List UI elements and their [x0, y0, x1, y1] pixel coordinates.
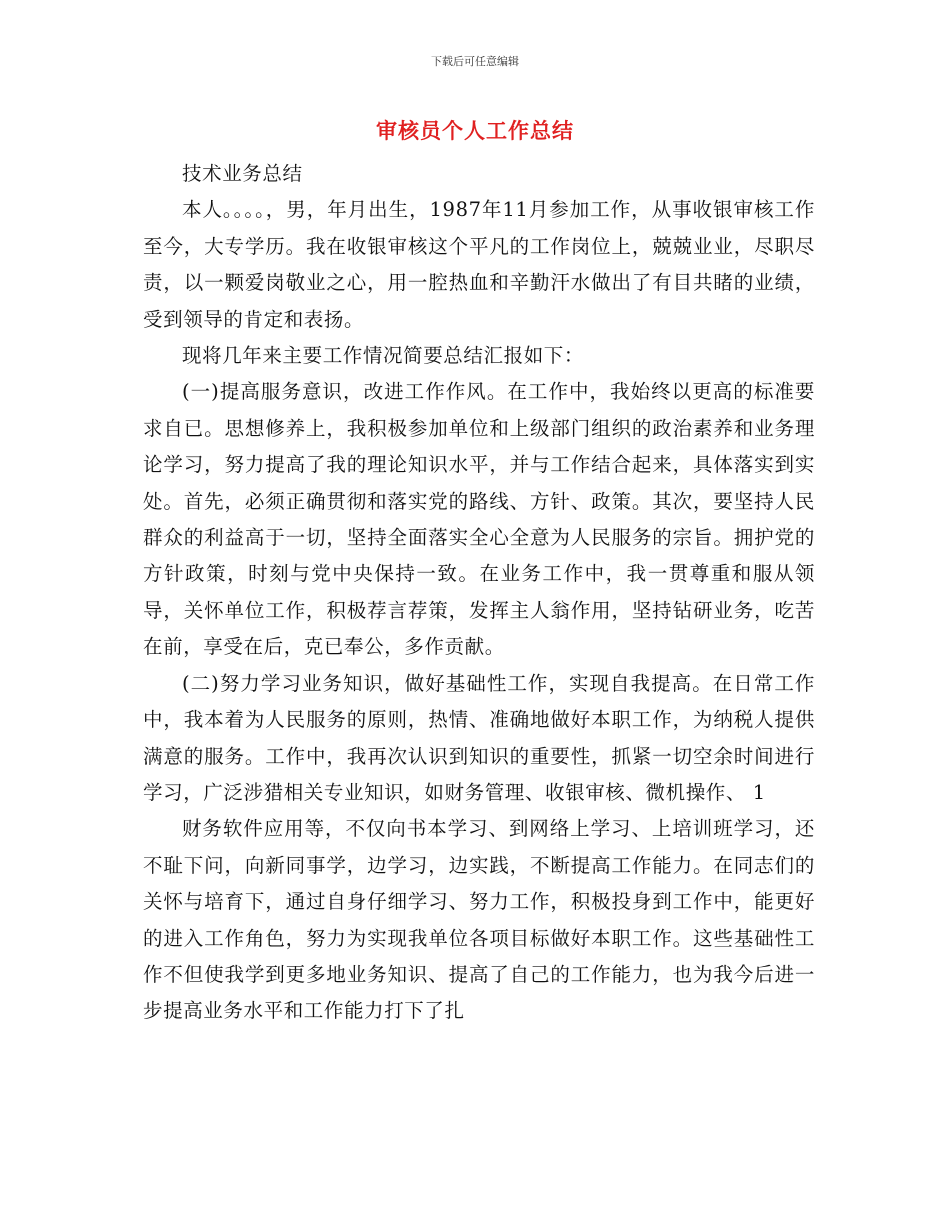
paragraph: 现将几年来主要工作情况简要总结汇报如下：: [182, 344, 585, 368]
document-title: 审核员个人工作总结: [376, 119, 574, 143]
document-body: [143, 156, 815, 1030]
paragraph: 技术业务总结: [182, 162, 303, 185]
paragraph: 财务软件应用等，不仅向书本学习、到网络上学习、上培训班学习，还不耻下问，向新同事学，边学习，边实践，不断提高工作能力。在同志们的关怀与培育下，通过自身仔细学习、努力工作，积极投身到工作中，能更好的进入工作角色，努力为实现我单位各项目标做好本职工作。这些基础性工作不但使我学到更多地业务知识、提高了自己的工作能力，也为我今后进一步提高业务水平和工作能力打下了扎: [143, 817, 815, 1023]
paragraph: 本人。。。。，男，年月出生，1987年11月参加工作，从事收银审核工作至今，大专学历。我在收银审核这个平凡的工作岗位上，兢兢业业，尽职尽责，以一颗爱岗敬业之心，用一腔热血和辛勤汗水做出了有目共睹的业绩，受到领导的肯定和表扬。: [143, 198, 815, 331]
header-note: 下载后可任意编辑: [431, 55, 519, 68]
paragraph: (一)提高服务意识，改进工作作风。在工作中，我始终以更高的标准要求自已。思想修养上，我积极参加单位和上级部门组织的政治素养和业务理论学习，努力提高了我的理论知识水平，并与工作结合起来，具体落实到实处。首先，必须正确贯彻和落实党的路线、方针、政策。其次，要坚持人民群众的利益高于一切，坚持全面落实全心全意为人民服务的宗旨。拥护党的方针政策，时刻与党中央保持一致。在业务工作中，我一贯尊重和服从领导，关怀单位工作，积极荐言荐策，发挥主人翁作用，坚持钻研业务，吃苦在前，享受在后，克已奉公，多作贡献。: [143, 380, 815, 659]
paragraph: (二)努力学习业务知识，做好基础性工作，实现自我提高。在日常工作中，我本着为人民服务的原则，热情、准确地做好本职工作，为纳税人提供满意的服务。工作中，我再次认识到知识的重要性，抓紧一切空余时间进行学习，广泛涉猎相关专业知识，如财务管理、收银审核、微机操作、 1: [143, 671, 815, 804]
